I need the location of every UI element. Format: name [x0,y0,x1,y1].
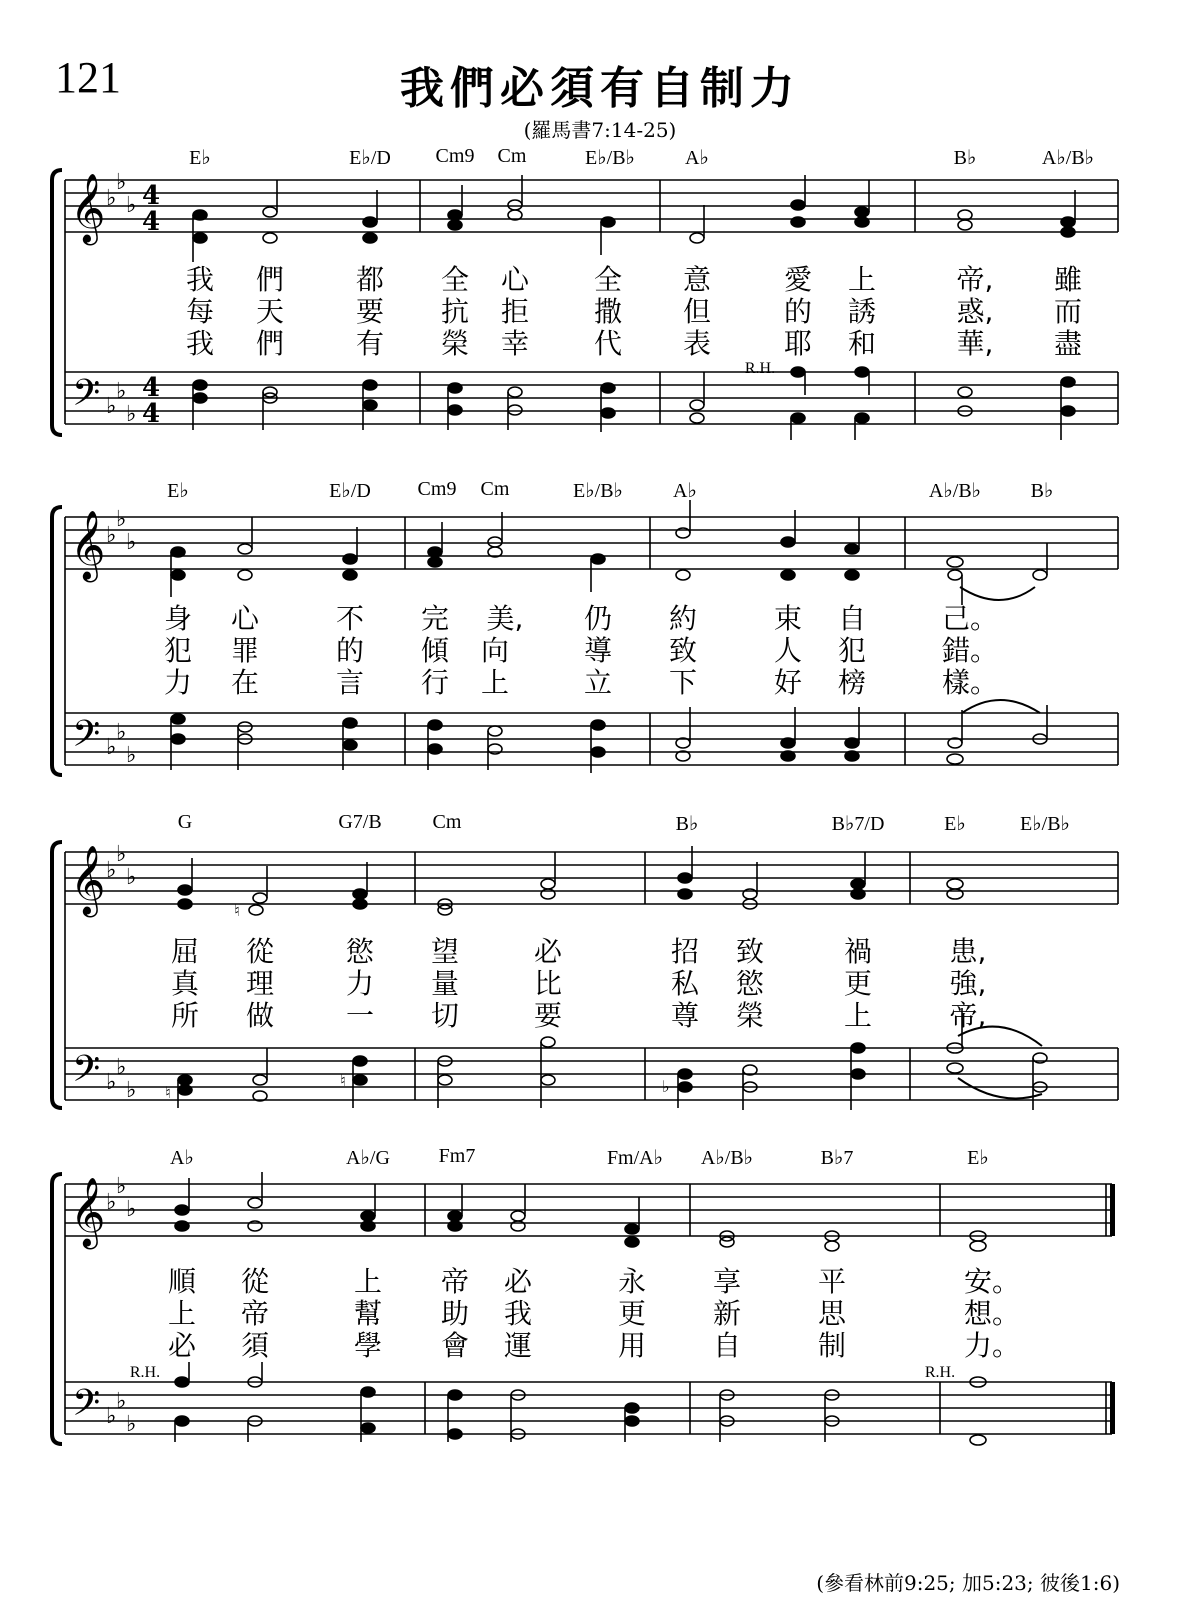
lyric: 平 [817,1265,847,1298]
lyric: 慾 [735,967,765,1000]
lyric: 仍 [583,602,613,635]
chord-symbol: Cm9 [435,145,475,167]
svg-text:𝄢: 𝄢 [72,1382,101,1433]
right-hand-mark: R.H. [744,360,776,377]
lyric: 傾 [420,634,450,667]
chord-symbol: B♭ [1030,480,1054,502]
svg-text:♭: ♭ [106,394,117,419]
svg-text:♭: ♭ [126,743,137,768]
lyric: 愛 [783,263,813,296]
lyric: 好 [773,666,803,699]
scripture-reference: (羅馬書7:14-25) [523,118,677,142]
chord-symbol: Cm [432,811,462,833]
lyric: 患, [949,935,987,968]
svg-text:♭: ♭ [126,402,137,427]
lyric: 切 [430,999,460,1032]
lyric: 拒 [500,295,530,328]
lyric: 從 [245,935,275,968]
lyric: 招 [670,935,700,968]
lyric: 尊 [670,999,700,1032]
lyric: 但 [682,295,712,328]
lyric: 新 [712,1297,742,1330]
music-system-2 [0,475,1200,785]
svg-text:♭: ♭ [126,193,137,218]
lyric: 上 [167,1297,197,1330]
lyric: 美, [486,602,524,635]
lyric: 們 [255,327,285,360]
lyric: 量 [430,967,460,1000]
lyric: 一 [345,999,375,1032]
lyric: 必 [503,1265,533,1298]
lyric: 撒 [593,295,623,328]
lyric: 的 [335,634,365,667]
lyric: 上 [353,1265,383,1298]
chord-symbol: A♭ [685,147,709,169]
lyric: 樣。 [941,666,999,699]
lyric: 導 [583,634,613,667]
right-hand-mark: R.H. [924,1364,956,1381]
svg-text:4: 4 [142,207,161,237]
svg-text:♭: ♭ [116,842,127,867]
lyric: 更 [617,1297,647,1330]
lyric: 更 [843,967,873,1000]
scripture-footnote: (參看林前9:25; 加5:23; 彼後1:6) [816,1571,1120,1595]
chord-symbol: A♭/B♭ [928,480,982,502]
svg-text:♭: ♭ [126,530,137,555]
svg-text:𝄞: 𝄞 [70,1177,106,1247]
chord-symbol: E♭/D [329,480,371,502]
chord-symbol: B♭7 [820,1147,854,1169]
lyric: 屈 [170,935,200,968]
svg-text:𝄢: 𝄢 [72,372,101,423]
chord-symbol: A♭/B♭ [1041,147,1095,169]
svg-text:♭: ♭ [106,1404,117,1429]
chord-symbol: E♭ [944,813,966,835]
chord-symbol: A♭/B♭ [700,1147,754,1169]
lyric: 永 [617,1265,647,1298]
lyric: 思 [817,1297,847,1330]
lyric: 力 [345,967,375,1000]
lyric: 真 [170,967,200,1000]
lyric: 助 [440,1297,470,1330]
lyric: 罪 [230,634,260,667]
lyric: 幸 [500,327,530,360]
grand-staff-1 [0,0,1200,450]
svg-text:♮: ♮ [165,1083,171,1102]
lyric: 上 [843,999,873,1032]
lyric: 意 [682,263,712,296]
svg-text:4: 4 [142,181,161,211]
svg-text:♭: ♭ [106,1070,117,1095]
lyric: 必 [167,1329,197,1362]
music-system-3 [0,808,1200,1118]
lyric: 帝, [949,999,987,1032]
lyric: 心 [230,602,260,635]
svg-text:♭: ♭ [116,1389,127,1414]
lyric: 代 [593,327,623,360]
svg-text:4: 4 [142,399,161,429]
lyric: 我 [185,263,215,296]
lyric: 全 [440,263,470,296]
chord-symbol: E♭ [167,480,189,502]
lyric: 要 [533,999,563,1032]
svg-text:𝄞: 𝄞 [70,845,106,915]
lyric: 惑, [956,295,994,328]
lyric: 制 [817,1329,847,1362]
chord-symbol: A♭ [170,1147,194,1169]
lyric: 我 [503,1297,533,1330]
lyric: 必 [533,935,563,968]
svg-text:♭: ♭ [126,1197,137,1222]
lyric: 的 [783,295,813,328]
lyric: 雖 [1053,263,1083,296]
lyric: 在 [230,666,260,699]
lyric: 從 [240,1265,270,1298]
lyric: 全 [593,263,623,296]
lyric: 力 [163,666,193,699]
lyric: 用 [617,1329,647,1362]
chord-symbol: A♭/G [346,1147,390,1169]
chord-symbol: B♭ [953,147,977,169]
page-title: 我們必須有自制力 [400,63,800,114]
lyric: 心 [500,263,530,296]
lyric: 不 [335,602,365,635]
lyric: 會 [440,1329,470,1362]
lyric: 盡 [1053,327,1083,360]
chord-symbol: E♭/B♭ [585,147,635,169]
chord-symbol: Fm/A♭ [606,1147,664,1169]
svg-text:♭: ♭ [106,186,117,211]
lyric: 身 [163,602,193,635]
lyric: 自 [837,602,867,635]
lyric: 幫 [353,1297,383,1330]
lyric: 犯 [163,634,193,667]
lyric: 望 [430,935,460,968]
lyric: 理 [245,967,275,1000]
chord-symbol: Cm9 [417,478,457,500]
chord-symbol: B♭7/D [831,813,885,835]
lyric: 下 [668,666,698,699]
lyric: 學 [353,1329,383,1362]
svg-text:𝄞: 𝄞 [70,510,106,580]
svg-text:♮: ♮ [340,1071,346,1090]
lyric: 強, [949,967,987,1000]
svg-text:♭: ♭ [126,1412,137,1437]
lyric: 慾 [345,935,375,968]
lyric: 做 [245,999,275,1032]
lyric: 帝, [956,263,994,296]
svg-text:♭: ♭ [116,1174,127,1199]
chord-symbol: E♭ [189,147,211,169]
lyric: 約 [668,602,698,635]
lyric: 帝 [440,1265,470,1298]
lyric: 禍 [843,935,873,968]
chord-symbol: E♭/B♭ [1020,813,1070,835]
chord-symbol: G7/B [338,811,382,833]
lyric: 所 [170,999,200,1032]
lyric: 行 [420,666,450,699]
lyric: 己。 [941,602,999,635]
lyric: 向 [480,634,510,667]
lyric: 立 [583,666,613,699]
svg-text:♭: ♭ [116,170,127,195]
lyric: 完 [420,602,450,635]
svg-text:♭: ♭ [106,735,117,760]
chord-symbol: E♭/B♭ [573,480,623,502]
chord-symbol: E♭ [967,1147,989,1169]
chord-symbol: Cm [480,478,510,500]
svg-text:♭: ♭ [106,1190,117,1215]
lyric: 人 [773,634,803,667]
lyric: 榜 [837,666,867,699]
lyric: 運 [503,1329,533,1362]
lyric: 表 [682,327,712,360]
hymn-number: 121 [55,53,121,102]
lyric: 和 [847,327,877,360]
chord-symbol: B♭ [675,813,699,835]
svg-text:♭: ♭ [662,1077,670,1096]
svg-text:♭: ♭ [126,1078,137,1103]
lyric: 想。 [963,1297,1021,1330]
svg-text:♭: ♭ [106,858,117,883]
lyric: 上 [480,666,510,699]
svg-text:♭: ♭ [116,379,127,404]
lyric: 束 [773,602,803,635]
lyric: 犯 [837,634,867,667]
chord-symbol: Cm [497,145,527,167]
svg-text:♮: ♮ [234,901,240,920]
chord-symbol: Fm7 [438,1145,476,1167]
lyric: 誘 [847,295,877,328]
svg-text:𝄞: 𝄞 [70,173,106,243]
lyric: 順 [167,1265,197,1298]
lyric: 力。 [963,1329,1021,1362]
lyric: 每 [185,295,215,328]
svg-text:4: 4 [142,373,161,403]
lyric: 致 [668,634,698,667]
lyric: 須 [240,1329,270,1362]
music-system-4 [0,1142,1200,1452]
svg-text:𝄢: 𝄢 [72,1048,101,1099]
lyric: 言 [335,666,365,699]
lyric: 帝 [240,1297,270,1330]
lyric: 耶 [783,327,813,360]
svg-text:♭: ♭ [126,865,137,890]
right-hand-mark: R.H. [129,1364,161,1381]
chord-symbol: E♭/D [349,147,391,169]
lyric: 榮 [735,999,765,1032]
svg-text:♭: ♭ [106,523,117,548]
lyric: 抗 [440,295,470,328]
lyric: 榮 [440,327,470,360]
lyric: 而 [1053,295,1083,328]
lyric: 錯。 [941,634,999,667]
lyric: 安。 [963,1265,1021,1298]
chord-symbol: A♭ [673,480,697,502]
svg-text:𝄢: 𝄢 [72,713,101,764]
lyric: 要 [355,295,385,328]
lyric: 天 [255,295,285,328]
lyric: 都 [355,263,385,296]
music-system-1 [0,0,1200,450]
lyric: 比 [533,967,563,1000]
chord-symbol: G [177,811,193,833]
lyric: 有 [355,327,385,360]
svg-text:♭: ♭ [116,507,127,532]
svg-text:♭: ♭ [116,720,127,745]
lyric: 私 [670,967,700,1000]
lyric: 我 [185,327,215,360]
lyric: 自 [712,1329,742,1362]
lyric: 上 [847,263,877,296]
svg-text:♭: ♭ [116,1055,127,1080]
lyric: 華, [956,327,994,360]
lyric: 致 [735,935,765,968]
lyric: 們 [255,263,285,296]
lyric: 享 [712,1265,742,1298]
